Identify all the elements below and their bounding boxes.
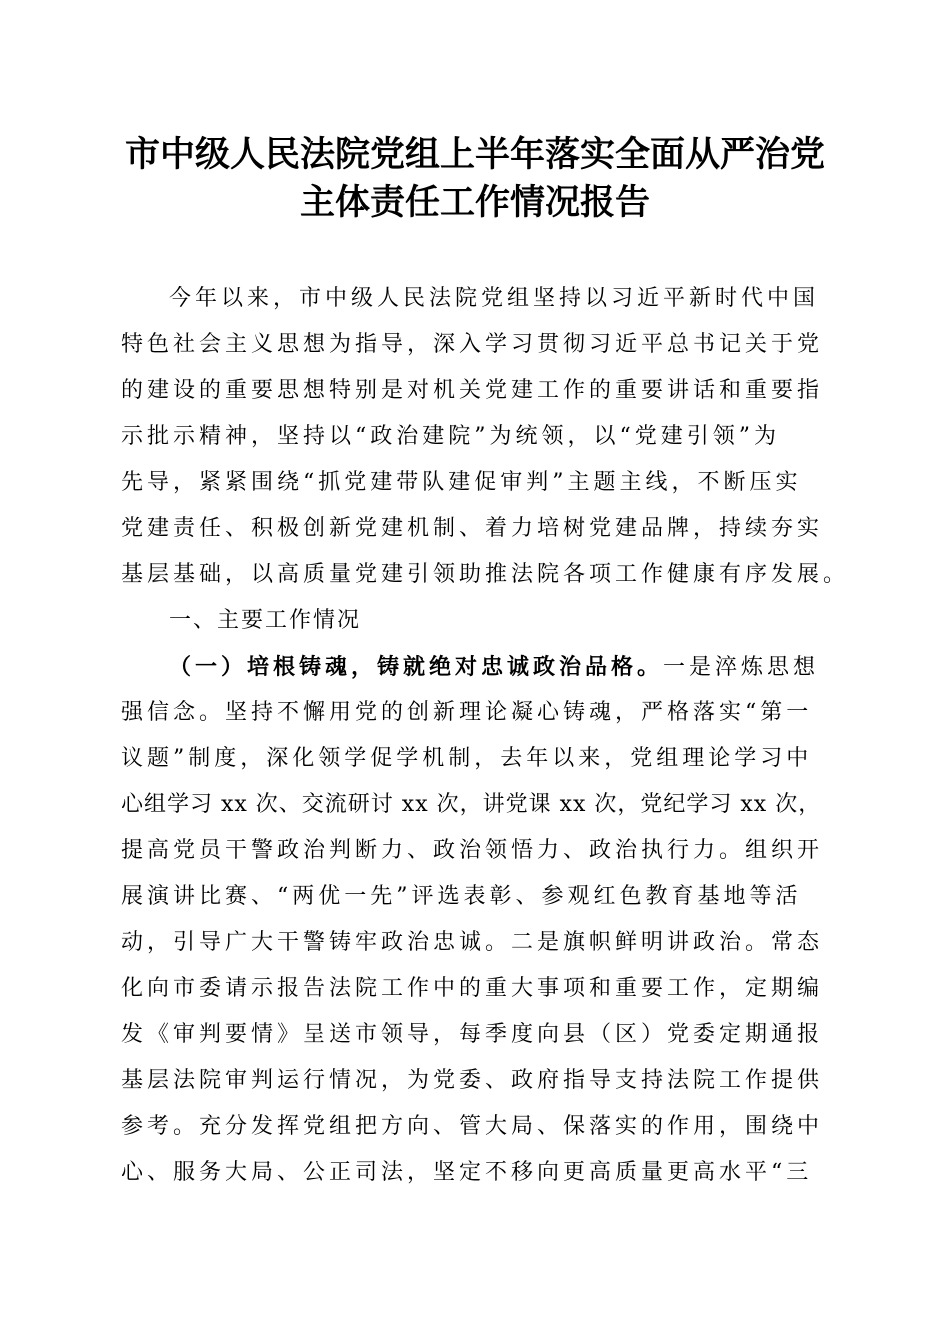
- intro-line: 基层基础，以高质量党建引领助推法院各项工作健康有序发展。: [121, 562, 850, 587]
- section1-line: 强信念。坚持不懈用党的创新理论凝心铸魂，严格落实“第一: [121, 700, 813, 725]
- intro-line: 特色社会主义思想为指导，深入学习贯彻习近平总书记关于党: [121, 332, 824, 357]
- document-title: [100, 131, 850, 227]
- section1-line: 议题”制度，深化领学促学机制，去年以来，党组理论学习中: [121, 746, 813, 771]
- section1-line: 心组学习 xx 次、交流研讨 xx 次，讲党课 xx 次，党纪学习 xx 次，: [121, 792, 822, 817]
- section1-line: 参考。充分发挥党组把方向、管大局、保落实的作用，围绕中: [121, 1114, 824, 1139]
- title-line-1: 市中级人民法院党组上半年落实全面从严治党: [124, 135, 825, 175]
- section1-line: 一是淬炼思想: [663, 655, 820, 680]
- section1-line: 展演讲比赛、“两优一先”评选表彰、参观红色教育基地等活: [121, 884, 802, 909]
- section1-line: 提高党员干警政治判断力、政治领悟力、政治执行力。组织开: [121, 838, 824, 863]
- intro-line: 先导，紧紧围绕“抓党建带队建促审判”主题主线，不断压实: [121, 470, 802, 495]
- document-body: [121, 279, 850, 1199]
- section1-line: 动，引导广大干警铸牢政治忠诚。二是旗帜鲜明讲政治。常态: [121, 930, 824, 955]
- section1-line: 发《审判要情》呈送市领导，每季度向县（区）党委定期通报: [121, 1022, 824, 1047]
- intro-line: 今年以来，市中级人民法院党组坚持以习近平新时代中国: [169, 286, 820, 311]
- section1-line: 心、服务大局、公正司法，坚定不移向更高质量更高水平“三: [121, 1160, 813, 1185]
- intro-line: 示批示精神，坚持以“政治建院”为统领，以“党建引领”为: [121, 424, 780, 449]
- section1-paragraph: [121, 647, 831, 1199]
- intro-line: 党建责任、积极创新党建机制、着力培树党建品牌，持续夯实: [121, 516, 824, 541]
- section1-subheading: （一）培根铸魂，铸就绝对忠诚政治品格。: [169, 654, 664, 680]
- section1-line: 化向市委请示报告法院工作中的重大事项和重要工作，定期编: [121, 976, 824, 1001]
- intro-paragraph: [121, 279, 850, 601]
- intro-line: 的建设的重要思想特别是对机关党建工作的重要讲话和重要指: [121, 378, 824, 403]
- title-line-2: 主体责任工作情况报告: [299, 183, 650, 223]
- section-heading: 一、主要工作情况: [169, 608, 362, 633]
- section1-line: 基层法院审判运行情况，为党委、政府指导支持法院工作提供: [121, 1068, 824, 1093]
- section1-first-line: [121, 647, 831, 693]
